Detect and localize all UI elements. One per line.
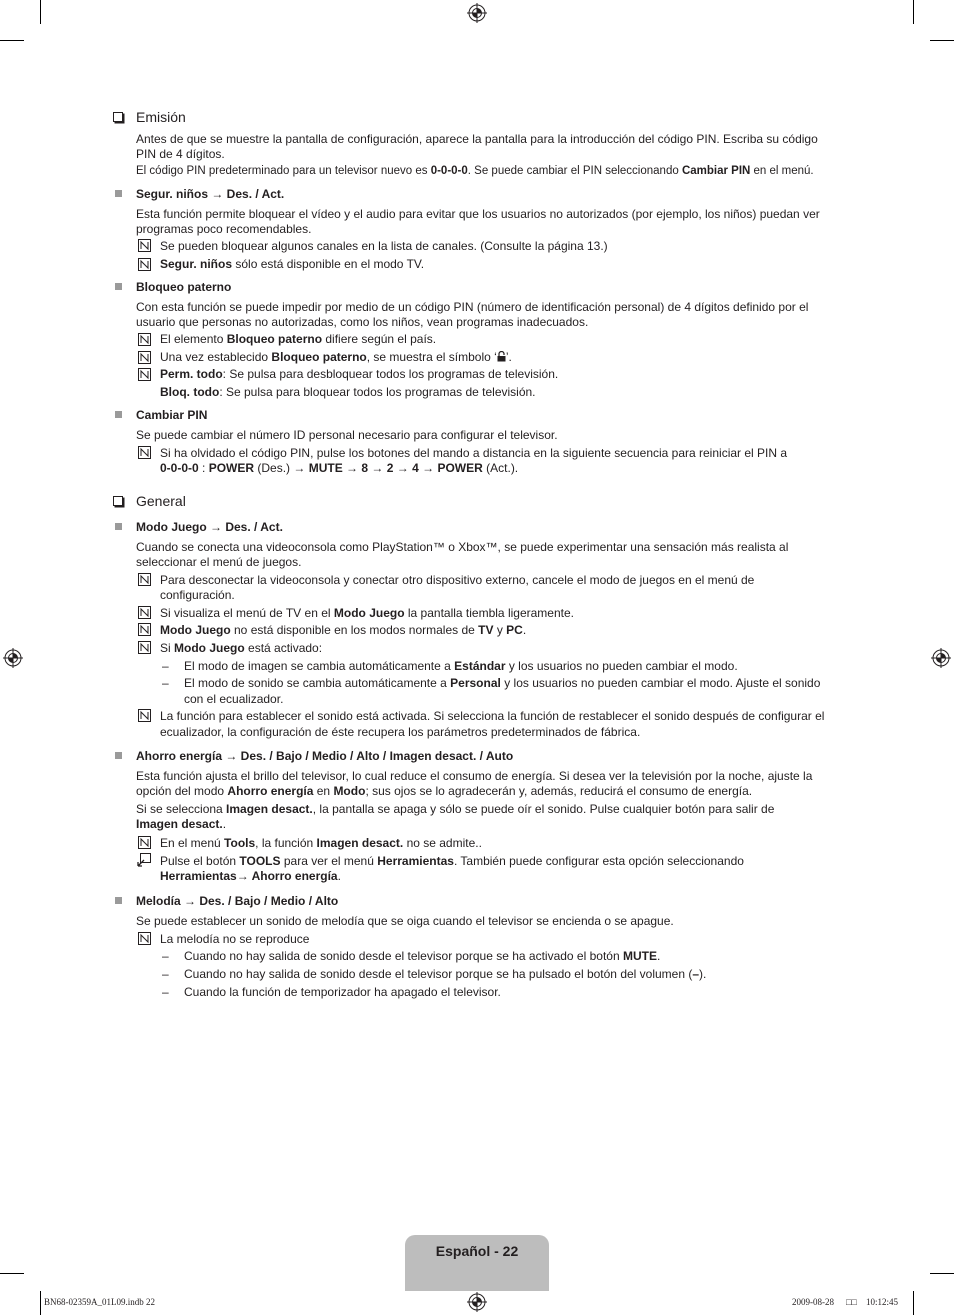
item-heading-melodia: Melodía → Des. / Bajo / Medio / Alto <box>136 894 339 908</box>
note-text: configuración. <box>160 588 235 602</box>
bullet-square-icon <box>115 523 122 530</box>
sub-item-text: Cuando no hay salida de sonido desde el televisor porque se ha activado el botón MUTE. <box>184 949 661 963</box>
paragraph-line: Esta función permite bloquear el vídeo y el audio para evitar que los usuarios no autorizados (por ejemplo, los niños) puedan ver <box>136 207 820 221</box>
crop-mark <box>913 1291 914 1315</box>
print-boxes: □□ <box>846 1297 857 1307</box>
paragraph-line: PIN de 4 dígitos. <box>136 147 225 161</box>
registration-mark-icon <box>467 1292 487 1312</box>
paragraph-line: usuario que personas no autorizadas, como los niños, vean programas inadecuados. <box>136 315 589 329</box>
note-text: Se pueden bloquear algunos canales en la lista de canales. (Consulte la página 13.) <box>160 239 608 253</box>
section-title-emision: Emisión <box>136 109 186 125</box>
bullet-square-icon <box>115 190 122 197</box>
sub-item-text: El modo de sonido se cambia automáticamente a Personal y los usuarios no pueden cambiar el modo. Ajuste el sonido <box>184 676 821 690</box>
dash-bullet: – <box>162 967 169 981</box>
paragraph-line: seleccionar el menú de juegos. <box>136 555 302 569</box>
note-text: Perm. todo: Se pulsa para desbloquear todos los programas de televisión. <box>160 367 559 381</box>
crop-mark <box>0 1273 24 1274</box>
note-text: Segur. niños sólo está disponible en el modo TV. <box>160 257 425 271</box>
note-text: Una vez establecido Bloqueo paterno, se muestra el símbolo ‘ ’. <box>160 350 512 364</box>
item-heading-segur: Segur. niños → Des. / Act. <box>136 187 285 201</box>
note-text: Si ha olvidado el código PIN, pulse los botones del mando a distancia en la siguiente secuencia para reiniciar el PIN a <box>160 446 788 460</box>
registration-mark-icon <box>467 3 487 23</box>
note-icon <box>138 239 151 252</box>
sub-item-text: El modo de imagen se cambia automáticamente a Estándar y los usuarios no pueden cambiar el modo. <box>184 659 738 673</box>
note-text: ecualizador, la configuración de éste recupera los parámetros predeterminados de fábrica. <box>160 725 641 739</box>
sub-item-text: Cuando no hay salida de sonido desde el televisor porque se ha pulsado el botón del volumen (–). <box>184 967 707 981</box>
note-text: Si visualiza el menú de TV en el Modo Juego la pantalla tiembla ligeramente. <box>160 606 574 620</box>
section-checkbox-icon <box>113 496 123 506</box>
note-icon <box>138 573 151 586</box>
note-icon <box>138 932 151 945</box>
crop-mark <box>40 1291 41 1315</box>
crop-mark <box>930 40 954 41</box>
note-icon <box>138 368 151 381</box>
note-icon <box>138 351 151 364</box>
tools-note-text: Pulse el botón TOOLS para ver el menú Herramientas. También puede configurar esta opción seleccionando <box>160 854 744 868</box>
note-icon <box>138 258 151 271</box>
note-text: Para desconectar la videoconsola y conectar otro dispositivo externo, cancele el modo de juegos en el menú de <box>160 573 755 587</box>
print-date: 2009-08-28 <box>792 1297 834 1307</box>
section-title-general: General <box>136 493 186 509</box>
crop-mark <box>40 0 41 24</box>
item-heading-juego: Modo Juego → Des. / Act. <box>136 520 283 534</box>
page-number-tab <box>405 1235 549 1291</box>
sub-item-text: Cuando la función de temporizador ha apagado el televisor. <box>184 985 501 999</box>
item-heading-cambiar: Cambiar PIN <box>136 408 208 422</box>
paragraph-line: Se puede establecer un sonido de melodía que se oiga cuando el televisor se encienda o se apague. <box>136 914 674 928</box>
tools-icon <box>137 853 151 867</box>
note-text: Bloq. todo: Se pulsa para bloquear todos los programas de televisión. <box>160 385 536 399</box>
note-text: Si Modo Juego está activado: <box>160 641 323 655</box>
note-icon <box>138 623 151 636</box>
paragraph-line: Antes de que se muestre la pantalla de configuración, aparece la pantalla para la introducción del código PIN. Escriba su código <box>136 132 818 146</box>
tools-note-text: Herramientas→ Ahorro energía. <box>160 869 341 883</box>
paragraph-line: Si se selecciona Imagen desact., la pantalla se apaga y sólo se puede oír el sonido. Pulse cualquier botón para salir de <box>136 802 775 816</box>
paragraph-line: programas poco recomendables. <box>136 222 312 236</box>
note-icon <box>138 606 151 619</box>
note-text: Modo Juego no está disponible en los modos normales de TV y PC. <box>160 623 527 637</box>
note-text: La melodía no se reproduce <box>160 932 310 946</box>
section-checkbox-icon <box>113 112 123 122</box>
note-icon <box>138 333 151 346</box>
dash-bullet: – <box>162 949 169 963</box>
note-text: En el menú Tools, la función Imagen desact. no se admite.. <box>160 836 482 850</box>
bullet-square-icon <box>115 752 122 759</box>
bullet-square-icon <box>115 411 122 418</box>
dash-bullet: – <box>162 659 169 673</box>
crop-mark <box>913 0 914 24</box>
paragraph-line: Cuando se conecta una videoconsola como PlayStation™ o Xbox™, se puede experimentar una sensación más realista al <box>136 540 789 554</box>
paragraph-line: Esta función ajusta el brillo del televisor, lo cual reduce el consumo de energía. Si desea ver la televisión por la noche, ajuste la <box>136 769 813 783</box>
item-heading-bloqueo: Bloqueo paterno <box>136 280 232 294</box>
paragraph-line: Se puede cambiar el número ID personal necesario para configurar el televisor. <box>136 428 558 442</box>
lock-icon <box>497 351 506 366</box>
paragraph-line: Imagen desact.. <box>136 817 227 831</box>
crop-mark <box>930 1273 954 1274</box>
crop-mark <box>0 40 24 41</box>
paragraph-line: Con esta función se puede impedir por medio de un código PIN (número de identificación personal) de 4 dígitos definido por el <box>136 300 809 314</box>
print-file-name: BN68-02359A_01L09.indb 22 <box>44 1297 155 1307</box>
registration-mark-icon <box>931 648 951 668</box>
note-icon <box>138 641 151 654</box>
note-icon <box>138 836 151 849</box>
note-icon <box>138 709 151 722</box>
page-number-label: Español - 22 <box>435 1243 519 1259</box>
paragraph-line: El código PIN predeterminado para un televisor nuevo es 0-0-0-0. Se puede cambiar el PIN seleccionando Cambiar PIN en el menú. <box>136 165 814 177</box>
dash-bullet: – <box>162 985 169 999</box>
bullet-square-icon <box>115 897 122 904</box>
sub-item-text: con el ecualizador. <box>184 692 284 706</box>
registration-mark-icon <box>3 648 23 668</box>
item-heading-ahorro: Ahorro energía → Des. / Bajo / Medio / Alto / Imagen desact. / Auto <box>136 749 514 763</box>
bullet-square-icon <box>115 283 122 290</box>
paragraph-line: opción del modo Ahorro energía en Modo; sus ojos se lo agradecerán y, además, reducirá el consumo de energía. <box>136 784 753 798</box>
note-text: 0-0-0-0 : POWER (Des.) → MUTE → 8 → 2 → 4 → POWER (Act.). <box>160 461 519 475</box>
dash-bullet: – <box>162 676 169 690</box>
note-text: El elemento Bloqueo paterno difiere según el país. <box>160 332 437 346</box>
print-time: 10:12:45 <box>866 1297 899 1307</box>
note-text: La función para establecer el sonido está activada. Si selecciona la función de restablecer el sonido después de configurar el <box>160 709 825 723</box>
note-icon <box>138 446 151 459</box>
